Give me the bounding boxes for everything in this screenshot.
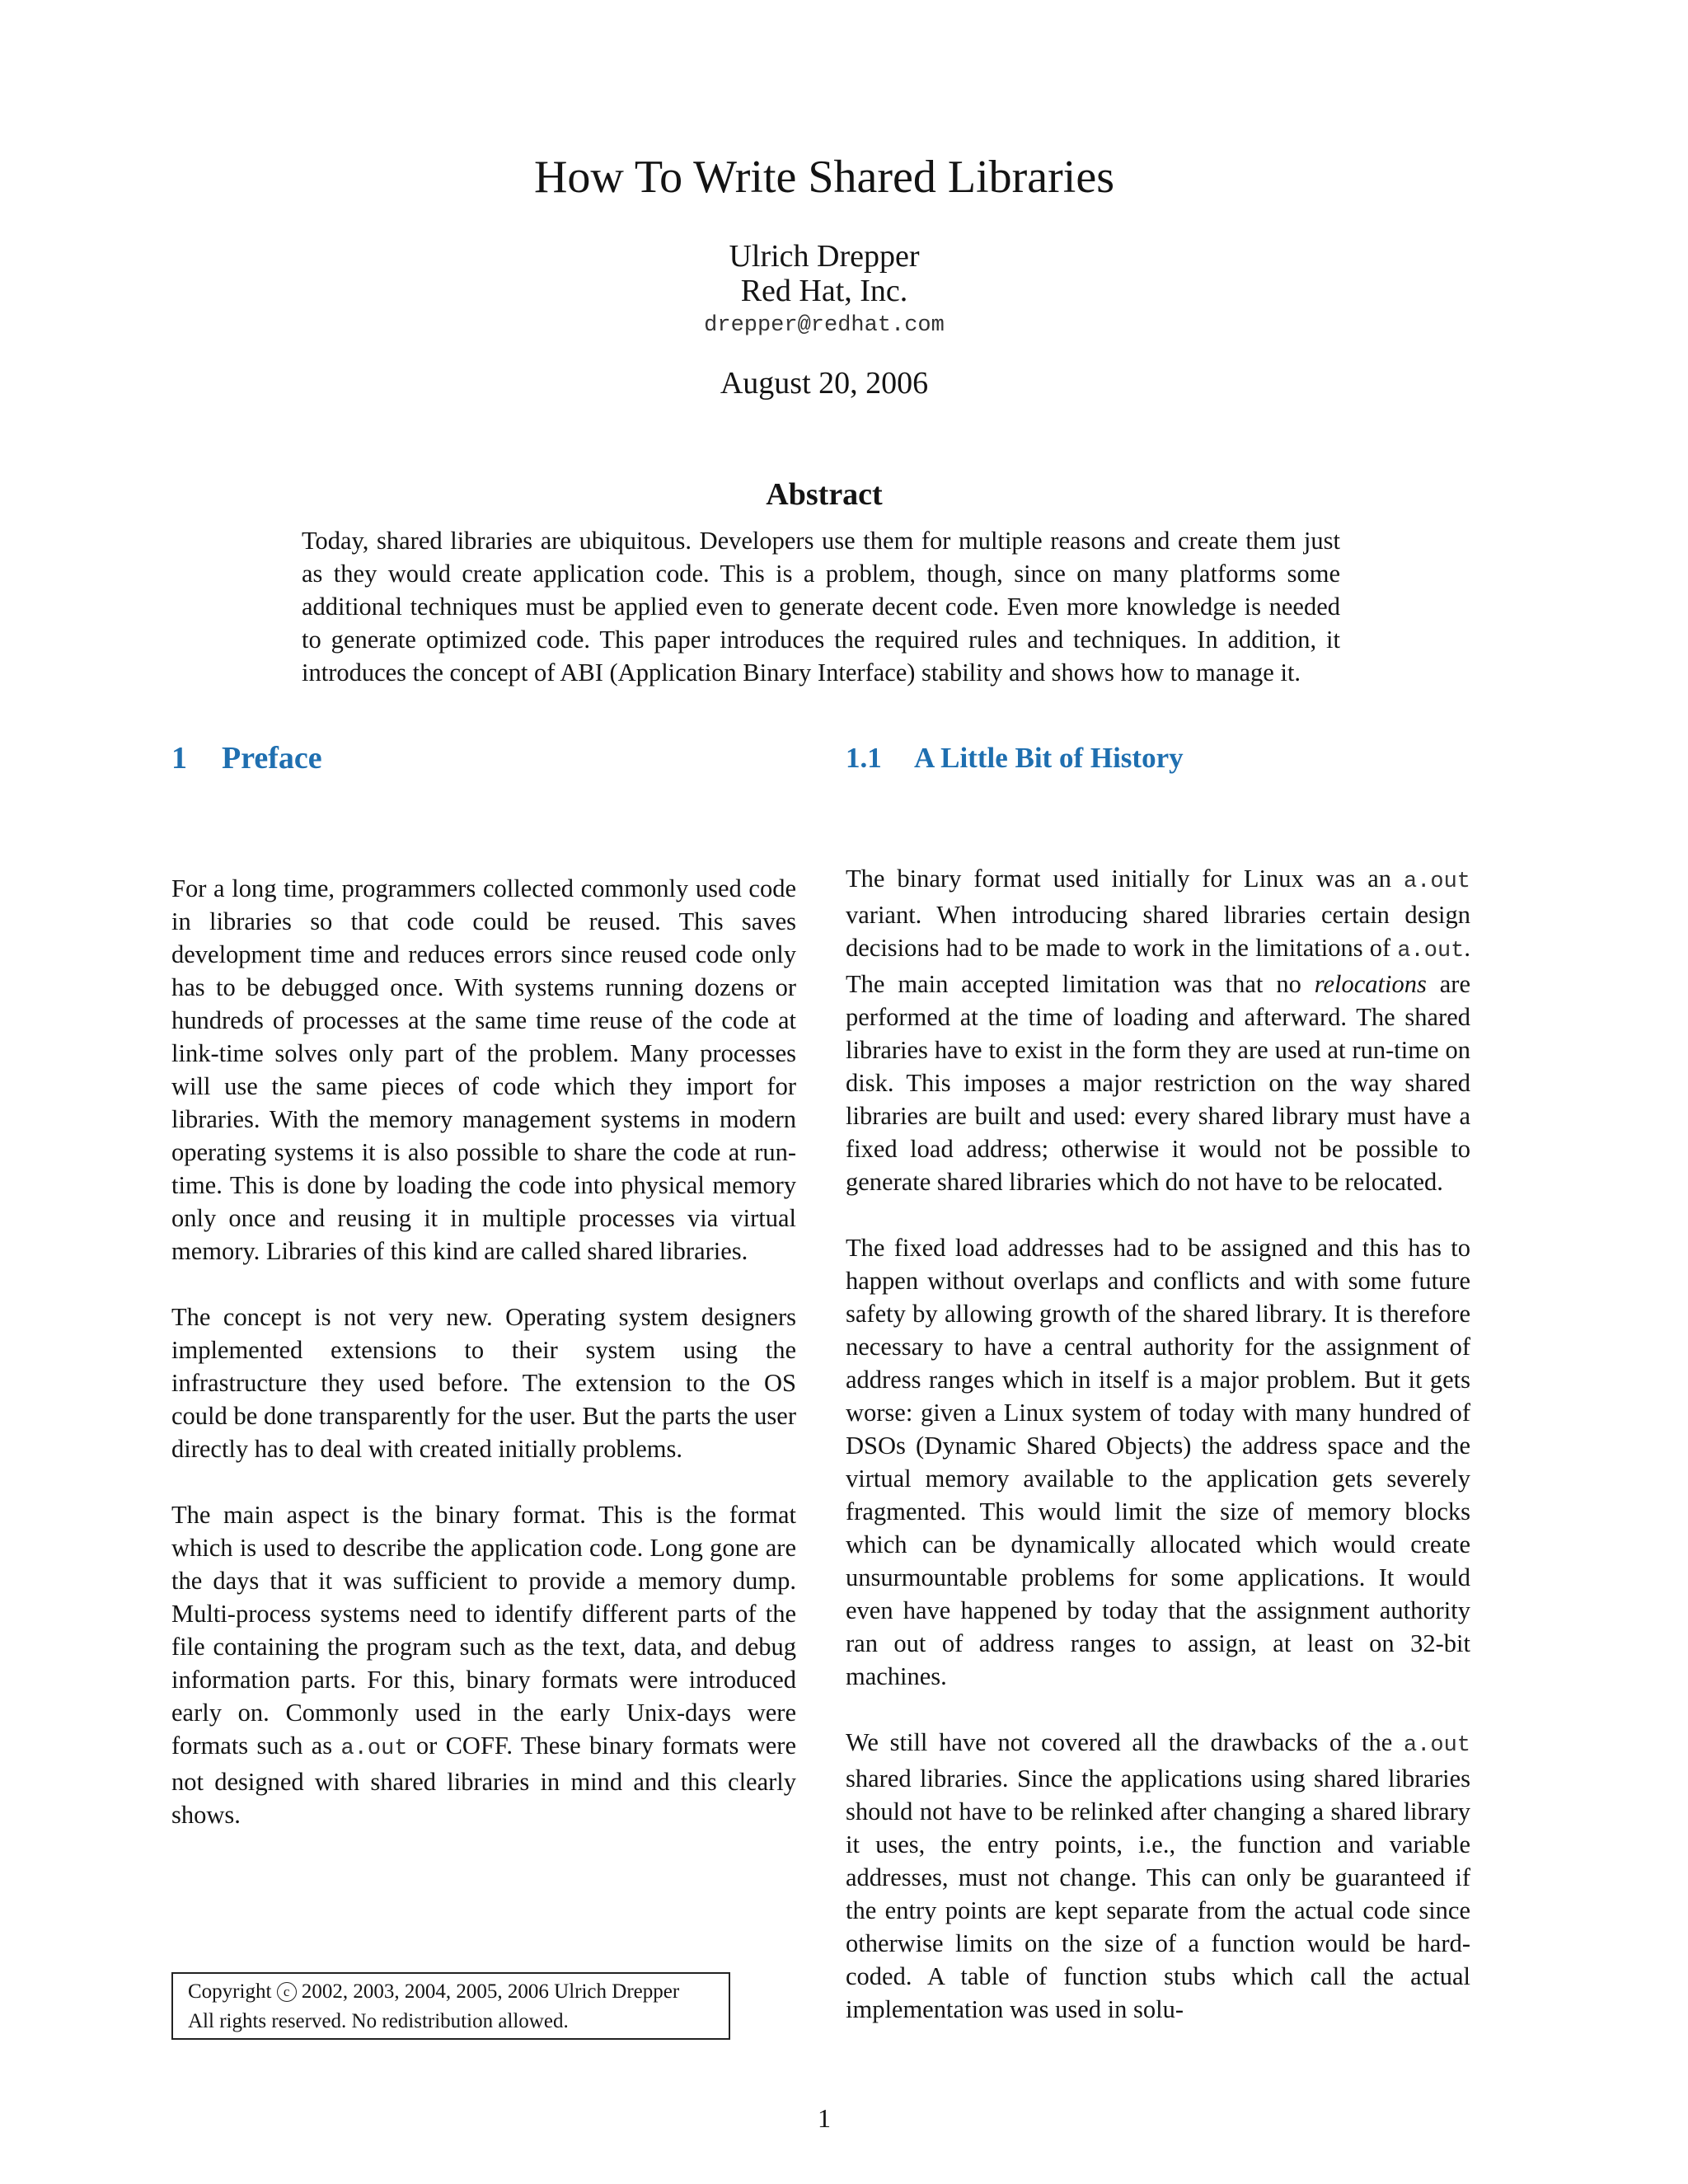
text-run: are performed at the time of loading and afterward. The shared libraries have to exist in the form they are used at run-time on disk. This imposes a major restriction on the way shared libraries are built and used: every shared library must have a fixed load address; otherwise it would not be possible to generate shared libraries which do not have to be relocated. [846,970,1471,1196]
section-title: Preface [222,741,322,776]
text-run: . The main accepted limitation was that no [846,934,1470,998]
code-inline: a.out [1403,869,1470,894]
history-paragraph-2: The fixed load addresses had to be assigned and this has to happen without overlaps and conflicts and with some future safety by allowing growth of the shared library. It is therefore necessary to have a central authority for the assignment of address ranges which in itself is a major problem. But it gets worse: given a Linux system of today with many hundred of DSOs (Dynamic Shared Objects) the address space and the virtual memory available to the application gets severely fragmented. This would limit the size of memory blocks which can be dynamically allocated which would create unsurmountable problems for some applications. It would even have happened by today that the assignment authority ran out of address ranges to assign, at least on 32-bit machines. [846,1234,1470,1690]
left-column [171,872,796,1864]
section-heading-preface [171,740,322,776]
preface-paragraph-3 [171,1498,796,1831]
text-run: variant. When introducing shared libraries certain design decisions had to be made to work in the limitations of [846,901,1470,962]
abstract-text: Today, shared libraries are ubiquitous. Developers use them for multiple reasons and create them just as they would create application code. This is a problem, though, since on many platforms some additional techniques must be applied even to generate decent code. Even more knowledge is needed to generate optimized code. This paper introduces the required rules and techniques. In addition, it introduces the concept of ABI (Application Binary Interface) stability and shows how to manage it. [302,527,1340,687]
history-paragraph-1 [846,862,1470,1198]
section-number: 1.1 [846,742,882,774]
copyright-notice [171,1972,730,2040]
author-organization: Red Hat, Inc. [740,274,908,308]
text-run: The binary format used initially for Linux was an [846,865,1404,893]
copyright-years: 2002, 2003, 2004, 2005, 2006 Ulrich Drepper [301,1980,680,2003]
abstract-heading: Abstract [766,477,883,512]
text-run: shared libraries. Since the applications using shared libraries should not have to be relinked after changing a shared library it uses, the entry points, i.e., the function and variable addresses, must not change. This can only be guaranteed if the entry points are kept separate from the actual code since otherwise limits on the size of a function would be hard-coded. A table of function stubs which call the actual implementation was used in solu- [846,1765,1470,2023]
copyright-line-2: All rights reserved. No redistribution allowed. [188,2010,569,2032]
emphasis-relocations: relocations [1314,970,1427,998]
history-paragraph-3 [846,1726,1470,2026]
section-title: A Little Bit of History [914,742,1184,774]
copyright-line-1 [188,1977,714,2007]
text-run: We still have not covered all the drawbacks of the [846,1728,1404,1756]
author-name: Ulrich Drepper [729,239,920,274]
code-inline: a.out [1403,1733,1470,1758]
copyright-prefix: Copyright [188,1980,272,2003]
preface-paragraph-1: For a long time, programmers collected commonly used code in libraries so that code could be reused. This saves development time and reduces errors since reused code only has to be debugged once. With systems running dozens or hundreds of processes at the same time reuse of the code at link-time solves only part of the problem. Many processes will use the same pieces of code which they import for libraries. With the memory management systems in modern operating systems it is also possible to share the code at run-time. This is done by loading the code into physical memory only once and reusing it in multiple processes via virtual memory. Libraries of this kind are called shared libraries. [171,874,796,1265]
section-number: 1 [171,741,187,776]
right-column [846,862,1470,2059]
preface-paragraph-2: The concept is not very new. Operating system designers implemented extensions to their system using the infrastructure they used before. The extension to the OS could be done transparently for the user. But the parts the user directly has to deal with created initially problems. [171,1303,796,1463]
page-number: 1 [818,2103,831,2133]
text-run: or COFF. These binary formats were not designed with shared libraries in mind and this clearly shows. [171,1732,796,1829]
code-inline: a.out [1397,939,1465,963]
text-run: The main aspect is the binary format. This is the format which is used to describe the application code. Long gone are the days that it was sufficient to provide a memory dump. Multi-process systems need to identify different parts of the file containing the program such as the text, data, and debug information parts. For this, binary formats were introduced early on. Commonly used in the early Unix-days were formats such as [171,1501,796,1760]
author-email: drepper@redhat.com [704,313,945,338]
paper-title: How To Write Shared Libraries [533,152,1115,203]
section-heading-history [846,740,1184,776]
paper-date: August 20, 2006 [720,366,929,401]
copyright-symbol-icon: c [277,1982,297,2002]
code-inline: a.out [340,1736,408,1761]
